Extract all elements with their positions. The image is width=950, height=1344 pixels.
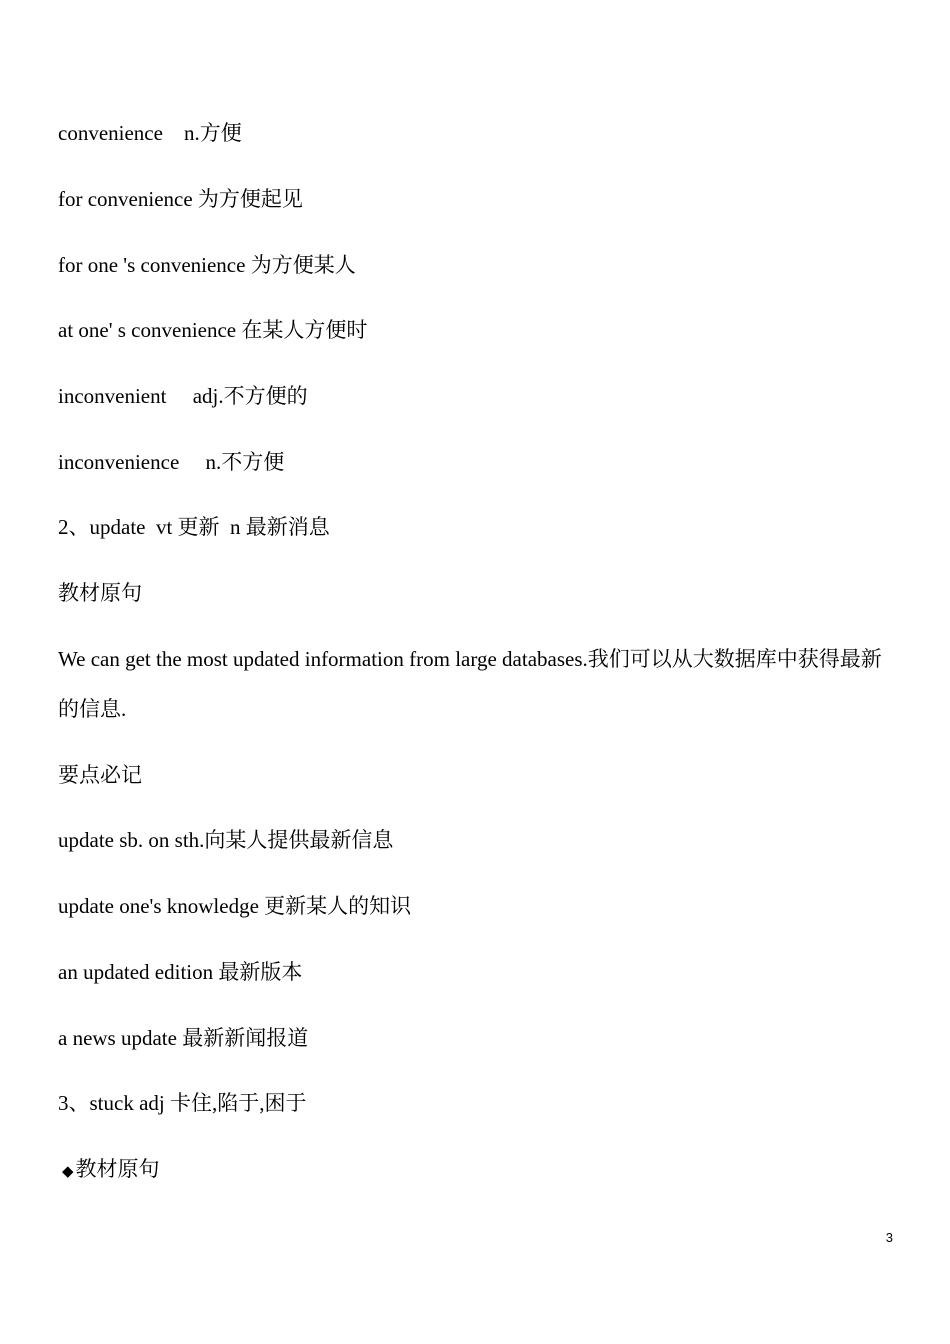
- subheading: 教材原句: [58, 581, 142, 605]
- section-heading: 2、update vt 更新 n 最新消息: [58, 515, 330, 539]
- subheading: 要点必记: [58, 763, 142, 787]
- vocab-line: convenience n.方便: [58, 121, 242, 145]
- vocab-line: a news update 最新新闻报道: [58, 1026, 309, 1050]
- vocab-line: an updated edition 最新版本: [58, 960, 303, 984]
- vocab-line: for one 's convenience 为方便某人: [58, 253, 356, 277]
- vocab-line: at one' s convenience 在某人方便时: [58, 318, 368, 342]
- vocab-line: update sb. on sth.向某人提供最新信息: [58, 828, 394, 852]
- vocab-line: inconvenient adj.不方便的: [58, 384, 308, 408]
- vocab-line: for convenience 为方便起见: [58, 187, 303, 211]
- vocab-line: update one's knowledge 更新某人的知识: [58, 894, 412, 918]
- section-heading: 3、stuck adj 卡住,陷于,困于: [58, 1091, 307, 1115]
- bullet-subheading-text: 教材原句: [75, 1157, 160, 1181]
- vocab-line: inconvenience n.不方便: [58, 450, 285, 474]
- bullet-subheading: [58, 1157, 160, 1184]
- example-sentence: We can get the most updated information from large databases.我们可以从大数据库中获得最新的信息.: [58, 647, 882, 721]
- diamond-bullet-icon: ◆: [62, 1164, 74, 1180]
- page-number: 3: [885, 1230, 893, 1245]
